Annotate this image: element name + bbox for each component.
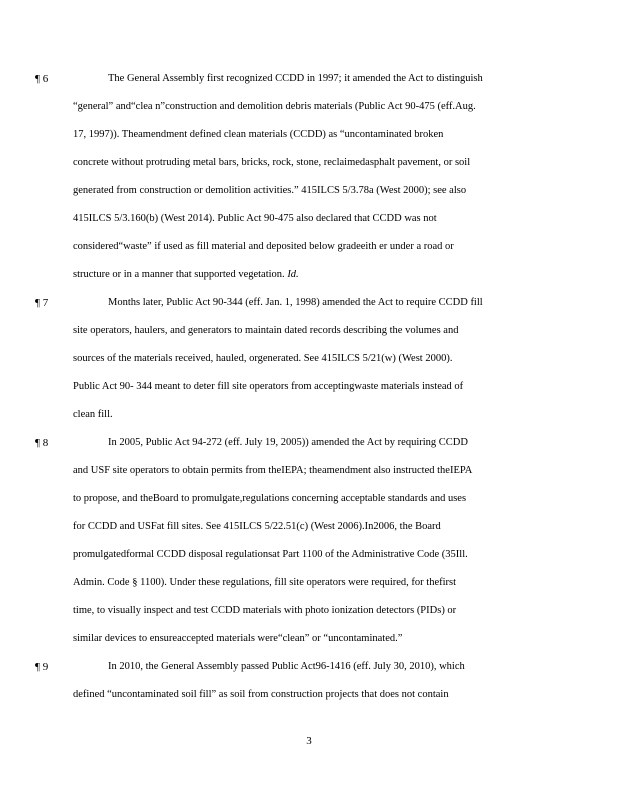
paragraph-8-line-3: to propose, and theBoard to promulgate,regulations concerning acceptable standards and uses	[73, 493, 467, 504]
paragraph-mark-8: ¶ 8	[35, 437, 49, 449]
citation-signal: Id.	[287, 269, 299, 280]
paragraph-7-line-5: clean fill.	[73, 409, 113, 420]
paragraph-8-line-5: promulgatedformal CCDD disposal regulationsat Part 1100 of the Administrative Code (35Ill.	[73, 549, 468, 560]
paragraph-6-line-6: 415ILCS 5/3.160(b) (West 2014). Public Act 90-475 also declared that CCDD was not	[73, 213, 437, 224]
paragraph-8-line-2: and USF site operators to obtain permits from theIEPA; theamendment also instructed theIEPA	[73, 465, 473, 476]
paragraph-8-line-1: In 2005, Public Act 94-272 (eff. July 19, 2005)) amended the Act by requiring CCDD	[108, 437, 468, 448]
paragraph-6-line-7: considered“waste” if used as fill material and deposited below gradeeith er under a road or	[73, 241, 454, 252]
paragraph-6-line-1: The General Assembly first recognized CCDD in 1997; it amended the Act to distinguish	[108, 73, 483, 84]
paragraph-7-line-2: site operators, haulers, and generators to maintain dated records describing the volumes and	[73, 325, 459, 336]
paragraph-6-line-3: 17, 1997)). Theamendment defined clean materials (CCDD) as “uncontaminated broken	[73, 129, 444, 140]
paragraph-6-line-5: generated from construction or demolition activities.” 415ILCS 5/3.78a (West 2000); see also	[73, 185, 467, 196]
paragraph-8-line-4: for CCDD and USFat fill sites. See 415ILCS 5/22.51(c) (West 2006).In2006, the Board	[73, 521, 441, 532]
paragraph-9-line-1: In 2010, the General Assembly passed Public Act96-1416 (eff. July 30, 2010), which	[108, 661, 465, 672]
paragraph-8-line-7: time, to visually inspect and test CCDD materials with photo ionization detectors (PIDs) or	[73, 605, 457, 616]
paragraph-7-line-4: Public Act 90- 344 meant to deter fill site operators from acceptingwaste materials instead of	[73, 381, 464, 392]
paragraph-6-line-8: structure or in a manner that supported vegetation. Id.	[73, 269, 299, 280]
paragraph-6-line-2: “general” and“clea n”construction and demolition debris materials (Public Act 90-475 (eff.Aug.	[73, 101, 476, 112]
paragraph-7-line-3: sources of the materials received, hauled, orgenerated. See 415ILCS 5/21(w) (West 2000).	[73, 353, 453, 364]
paragraph-mark-7: ¶ 7	[35, 297, 49, 309]
paragraph-7-line-1: Months later, Public Act 90-344 (eff. Jan. 1, 1998) amended the Act to require CCDD fill	[108, 297, 483, 308]
paragraph-6-line-4: concrete without protruding metal bars, bricks, rock, stone, reclaimedasphalt pavement, or soil	[73, 157, 471, 168]
page-number: 3	[306, 735, 312, 747]
paragraph-mark-9: ¶ 9	[35, 661, 49, 673]
paragraph-9-line-2: defined “uncontaminated soil fill” as soil from construction projects that does not contain	[73, 689, 449, 700]
paragraph-8-line-6: Admin. Code § 1100). Under these regulations, fill site operators were required, for thefirst	[73, 577, 457, 588]
paragraph-mark-6: ¶ 6	[35, 73, 49, 85]
paragraph-8-line-8: similar devices to ensureaccepted materials were“clean” or “uncontaminated.”	[73, 633, 403, 644]
